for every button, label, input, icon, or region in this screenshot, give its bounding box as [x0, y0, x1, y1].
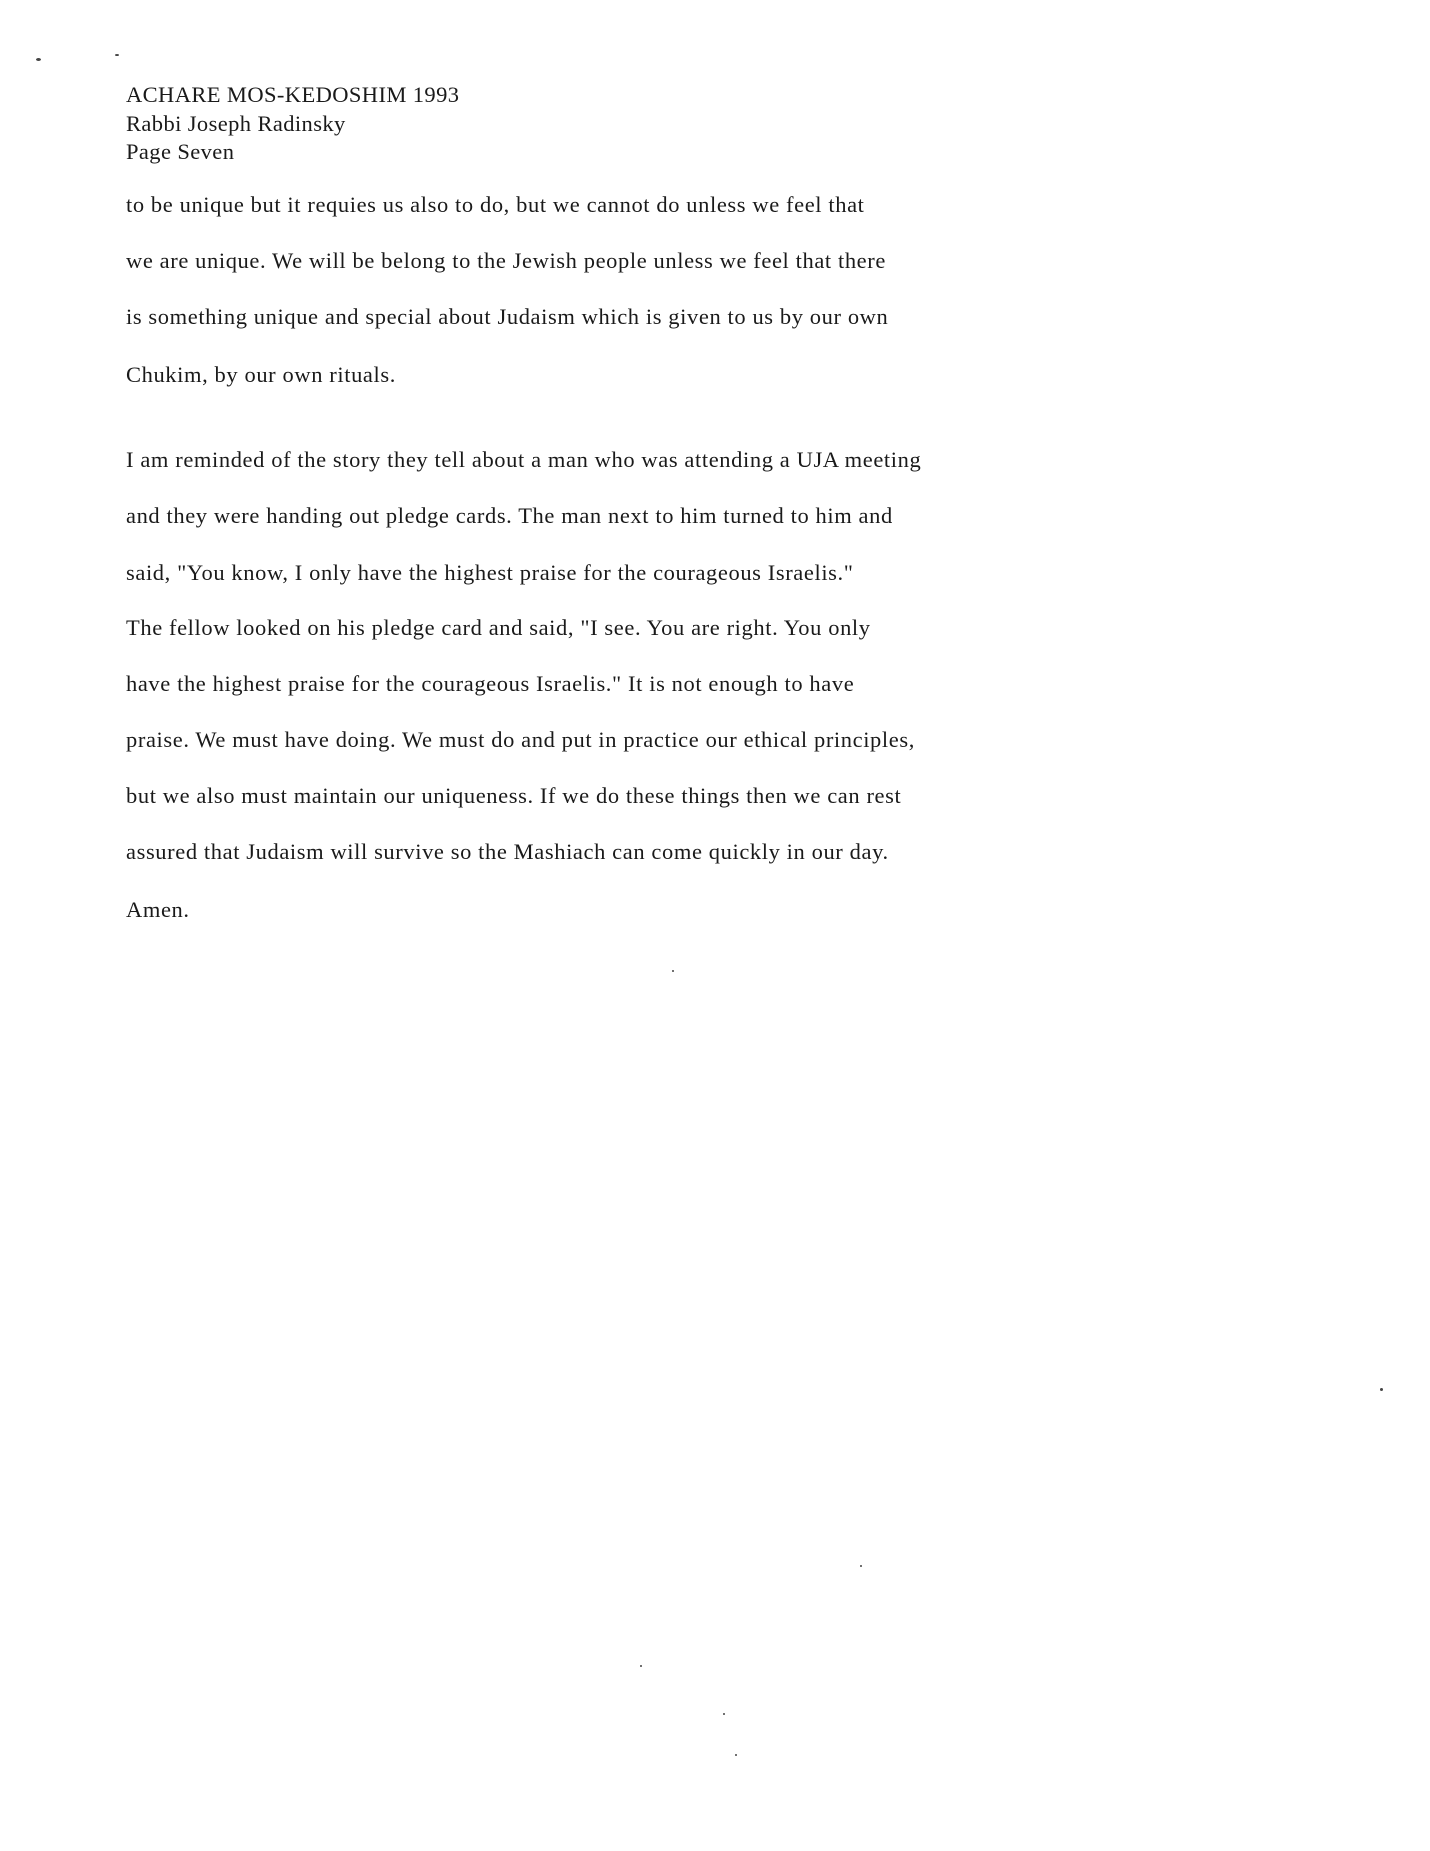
scan-speck [860, 1565, 862, 1567]
scan-speck [36, 58, 41, 61]
text-line: to be unique but it requies us also to do, but we cannot do unless we feel that [126, 192, 865, 217]
text-line: I am reminded of the story they tell about a man who was attending a UJA meeting [126, 447, 922, 472]
scan-speck [115, 54, 119, 56]
document-title: ACHARE MOS-KEDOSHIM 1993 [126, 82, 460, 107]
scan-speck [672, 970, 674, 972]
scan-speck [735, 1754, 737, 1756]
text-line: praise. We must have doing. We must do and put in practice our ethical principles, [126, 727, 915, 752]
scan-speck [640, 1665, 642, 1667]
text-line: Amen. [126, 897, 190, 922]
document-author: Rabbi Joseph Radinsky [126, 110, 346, 136]
scan-speck [723, 1713, 725, 1715]
text-line: The fellow looked on his pledge card and said, "I see. You are right. You only [126, 615, 871, 640]
text-line: and they were handing out pledge cards. The man next to him turned to him and [126, 503, 893, 528]
text-line: is something unique and special about Judaism which is given to us by our own [126, 304, 889, 329]
text-line: but we also must maintain our uniqueness. If we do these things then we can rest [126, 783, 902, 808]
text-line: said, "You know, I only have the highest praise for the courageous Israelis." [126, 560, 854, 585]
page-label: Page Seven [126, 139, 235, 164]
scan-speck [1380, 1388, 1383, 1391]
text-line: assured that Judaism will survive so the Mashiach can come quickly in our day. [126, 839, 889, 864]
document-header [126, 81, 459, 167]
text-line: have the highest praise for the courageous Israelis." It is not enough to have [126, 671, 855, 696]
text-line: Chukim, by our own rituals. [126, 362, 396, 387]
text-line: we are unique. We will be belong to the Jewish people unless we feel that there [126, 248, 886, 273]
